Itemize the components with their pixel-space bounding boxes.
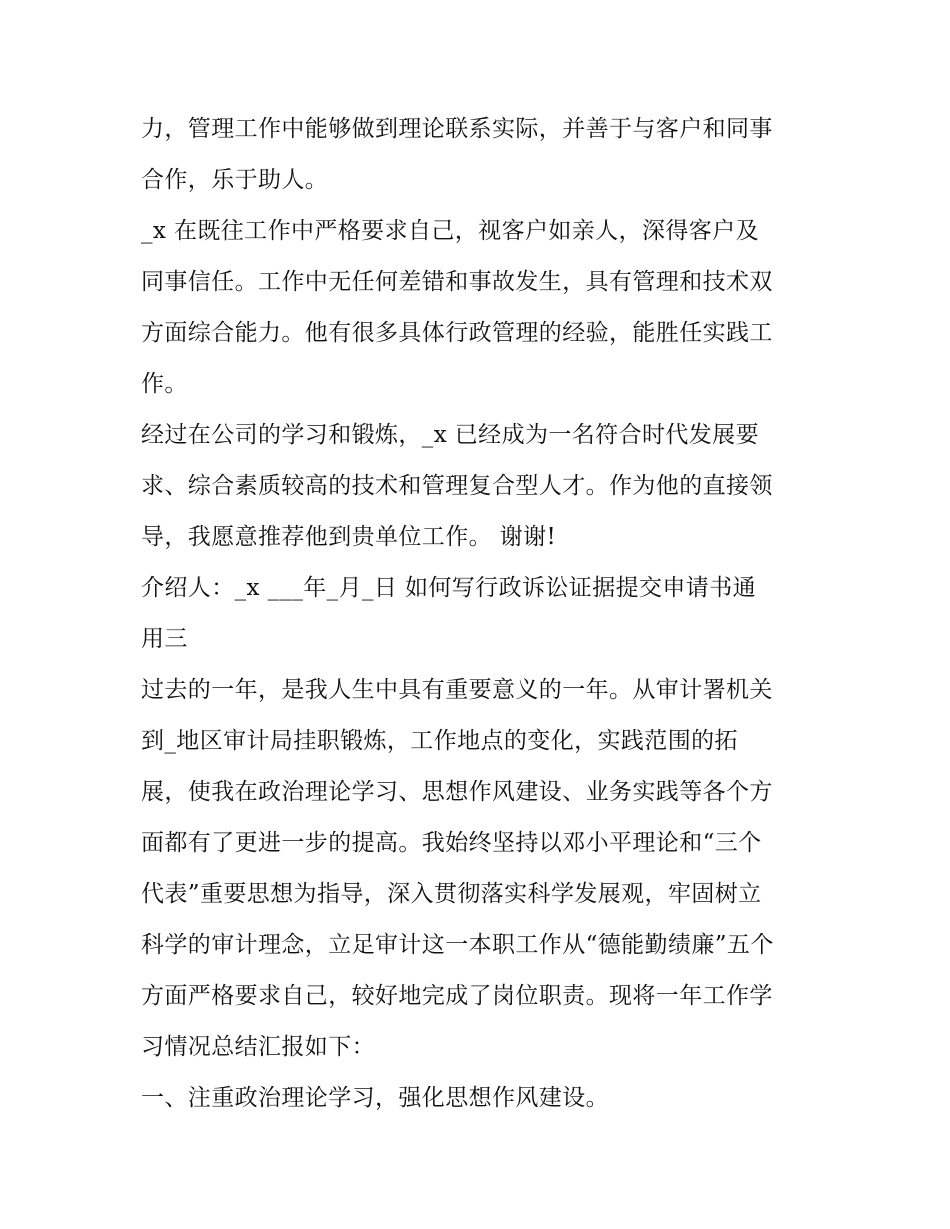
text-line: 求、综合素质较高的技术和管理复合型人才。作为他的直接领 [141, 473, 773, 499]
text-line: 导，我愿意推荐他到贵单位工作。 谢谢! [141, 524, 557, 550]
text-line: 一、注重政治理论学习，强化思想作风建设。 [141, 1085, 609, 1111]
text-line: 同事信任。工作中无任何差错和事故发生，具有管理和技术双 [141, 269, 773, 295]
text-line: 到_地区审计局挂职锻炼，工作地点的变化，实践范围的拓 [141, 728, 738, 754]
text-line: 过去的一年，是我人生中具有重要意义的一年。从审计署机关 [141, 677, 773, 703]
text-line: 科学的审计理念，立足审计这一本职工作从“德能勤绩廉”五个 [141, 932, 774, 958]
text-line: 方面综合能力。他有很多具体行政管理的经验，能胜任实践工 [141, 320, 773, 346]
text-line: 力，管理工作中能够做到理论联系实际，并善于与客户和同事 [141, 116, 773, 142]
text-line: 合作，乐于助人。 [141, 167, 329, 193]
text-line: 经过在公司的学习和锻炼，_x 已经成为一名符合时代发展要 [141, 422, 759, 448]
text-line: 作。 [141, 371, 188, 397]
text-line: 介绍人：_x ___年_月_日 如何写行政诉讼证据提交申请书通 [141, 575, 756, 601]
text-line: 方面严格要求自己，较好地完成了岗位职责。现将一年工作学 [141, 983, 773, 1009]
text-line: 面都有了更进一步的提高。我始终坚持以邓小平理论和“三个 [141, 830, 762, 856]
text-line: _x 在既往工作中严格要求自己，视客户如亲人，深得客户及 [141, 218, 759, 244]
text-line: 展，使我在政治理论学习、思想作风建设、业务实践等各个方 [141, 779, 773, 805]
document-body [141, 104, 821, 1124]
text-line: 代表”重要思想为指导，深入贯彻落实科学发展观，牢固树立 [141, 881, 762, 907]
text-line: 用三 [141, 626, 188, 652]
text-line: 习情况总结汇报如下： [141, 1034, 375, 1060]
